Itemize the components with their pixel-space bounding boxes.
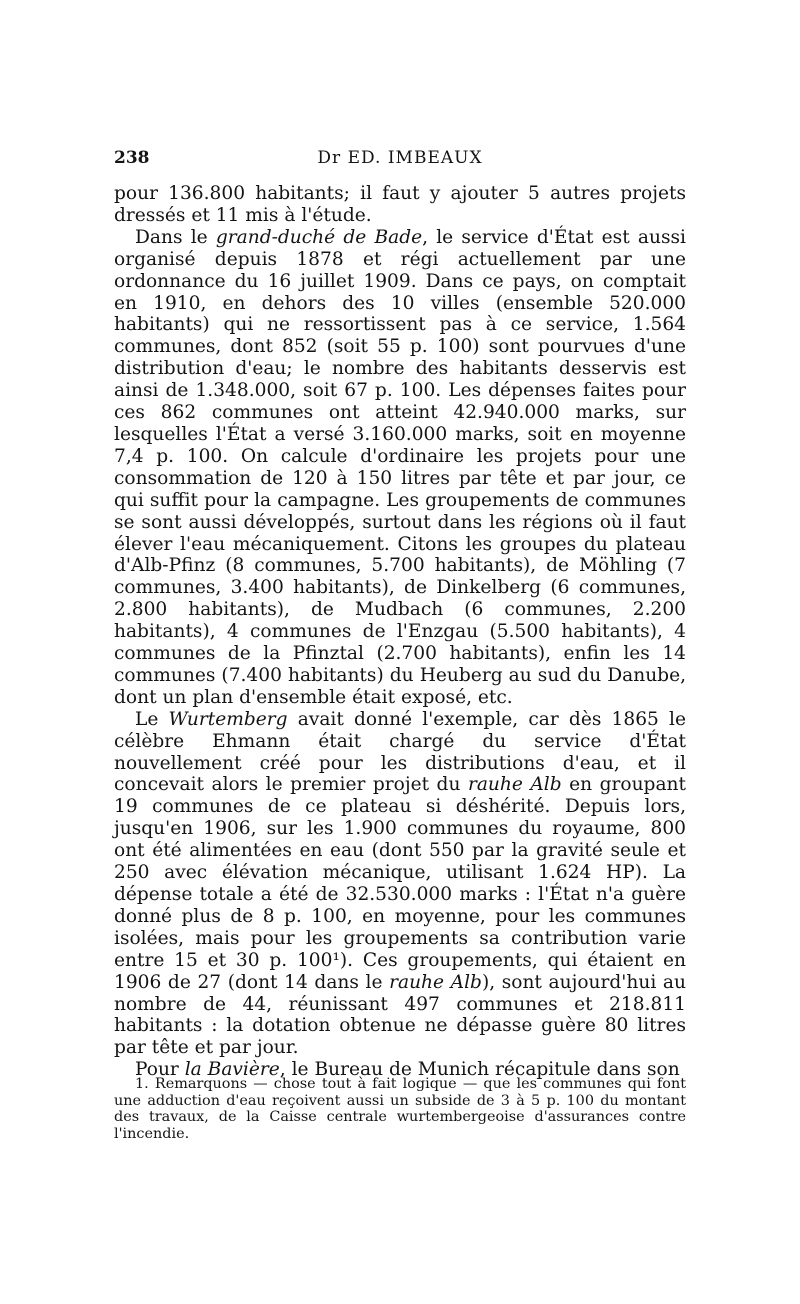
footnote: 1. Remarquons — chose tout à fait logique — que les communes qui font une adduction d'eau reçoivent aussi un subside de 3 à 5 p. 100 du montant des travaux, de la Caisse centrale wurtembergeoise d'assurances contre l'incendie.: [114, 1076, 686, 1142]
paragraph: [114, 709, 686, 1060]
italic-text: grand-duché de Bade: [215, 226, 423, 248]
text-segment: Pour: [135, 1059, 185, 1081]
footnotes: [114, 1076, 686, 1142]
italic-text: Wurtemberg: [168, 708, 288, 730]
italic-text: la Bavière: [184, 1059, 280, 1081]
text-segment: Dans le: [135, 226, 216, 248]
text-segment: ), sont aujourd'hui au nombre de 44, réunissant 497 communes et 218.811 habitants : la dotation obtenue ne dépasse guère 80 litres par tête et par jour.: [114, 971, 686, 1059]
text-segment: pour 136.800 habitants; il faut y ajouter 5 autres projets dressés et 11 mis à l'étude.: [114, 183, 686, 226]
page-header: [114, 148, 686, 174]
italic-text: rauhe Alb: [389, 971, 482, 993]
page-number: 238: [114, 148, 150, 168]
text-segment: Le: [135, 708, 169, 730]
text-segment: avait donné l'exemple, car dès 1865 le célèbre Ehmann était chargé du service d'État nouvellement créé pour les distributions d'eau, et il concevait alors le premier projet du: [114, 708, 686, 796]
text-segment: en groupant 19 communes de ce plateau si déshérité. Depuis lors, jusqu'en 1906, sur les 1.900 communes du royaume, 800 ont été alimentées en eau (dont 550 par la gravité seule et 250 avec élévation mécanique, utilisant 1.624 HP). La dépense totale a été de 32.530.000 marks : l'État n'a guère donné plus de 8 p. 100, en moyenne, pour les communes isolées, mais pour les groupements sa contribution varie entre 15 et 30 p. 100¹). Ces groupements, qui étaient en 1906 de 27 (dont 14 dans le: [114, 774, 686, 993]
paragraph: [114, 183, 686, 227]
running-head: Dr ED. IMBEAUX: [317, 148, 483, 168]
italic-text: rauhe Alb: [467, 774, 562, 796]
text-segment: , le service d'État est aussi organisé depuis 1878 et régi actuellement par une ordonnance du 16 juillet 1909. Dans ce pays, on comptait en 1910, en dehors des 10 villes (ensemble 520.000 habitants) qui ne ressortissent pas à ce service, 1.564 communes, dont 852 (soit 55 p. 100) sont pourvues d'une distribution d'eau; le nombre des habitants desservis est ainsi de 1.348.000, soit 67 p. 100. Les dépenses faites pour ces 862 communes ont atteint 42.940.000 marks, sur lesquelles l'État a versé 3.160.000 marks, soit en moyenne 7,4 p. 100. On calcule d'ordinaire les projets pour une consommation de 120 à 150 litres par tête et par jour, ce qui suffit pour la campagne. Les groupements de communes se sont aussi développés, surtout dans les régions où il faut élever l'eau mécaniquement. Citons les groupes du plateau d'Alb-Pfinz (8 communes, 5.700 habitants), de Möhling (7 communes, 3.400 habitants), de Dinkelberg (6 communes, 2.800 habitants), de Mudbach (6 communes, 2.200 habitants), 4 communes de l'Enzgau (5.500 habitants), 4 communes de la Pfinztal (2.700 habitants), enfin les 14 communes (7.400 habitants) du Heuberg au sud du Danube, dont un plan d'ensemble était exposé, etc.: [114, 226, 686, 708]
text-segment: , le Bureau de Munich récapitule dans son: [279, 1059, 680, 1081]
paragraph: [114, 227, 686, 709]
body-text: [114, 183, 686, 1081]
